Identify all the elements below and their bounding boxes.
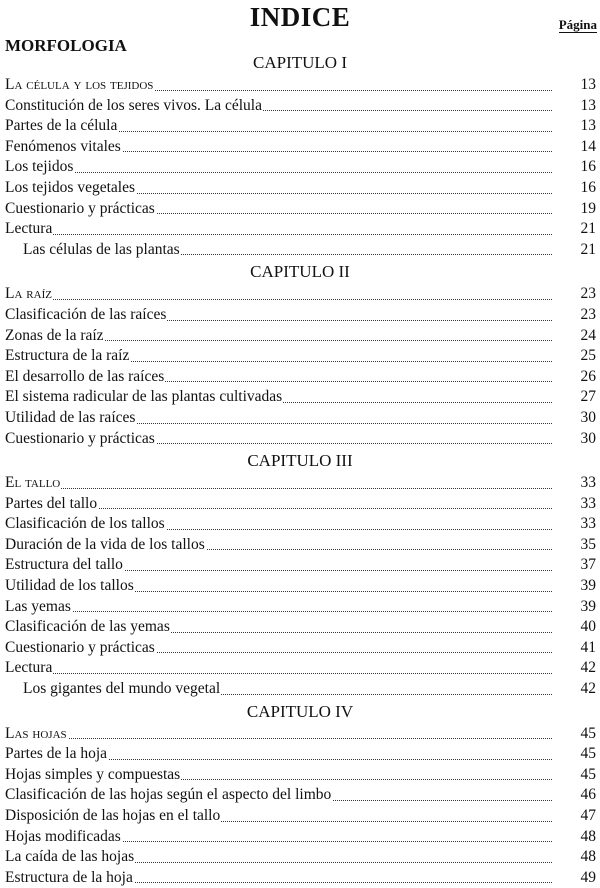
toc-entry <box>0 284 600 305</box>
toc-entry-leader <box>5 868 552 888</box>
toc-entry-label: Cuestionario y prácticas <box>5 638 155 656</box>
toc-entry-label: Disposición de las hojas en el tallo <box>5 807 221 824</box>
toc-entry-page-number: 46 <box>580 786 596 804</box>
toc-entry-label: Utilidad de las raíces <box>5 408 136 426</box>
toc-entry-page-number: 37 <box>580 556 596 574</box>
toc-entry-label: Utilidad de los tallos <box>5 577 134 595</box>
toc-entry-leader <box>5 514 552 535</box>
toc-entry-leader <box>5 326 552 347</box>
toc-entry-page-number: 16 <box>580 158 596 176</box>
toc-entry-leader <box>5 157 552 178</box>
toc-entry-page-number: 33 <box>580 474 596 492</box>
toc-entry-page-number: 30 <box>580 429 596 447</box>
toc-entry-page-number: 13 <box>580 96 596 114</box>
toc-entry-label: Cuestionario y prácticas <box>5 429 155 447</box>
toc-entry-label: Estructura del tallo <box>5 556 123 574</box>
toc-entry <box>0 744 600 765</box>
toc-entry-page-number: 24 <box>580 326 596 344</box>
toc-entry-page-number: 39 <box>580 577 596 595</box>
toc-entry-leader <box>5 305 552 326</box>
toc-entry-leader <box>5 75 552 96</box>
toc-entry-page-number: 45 <box>580 745 596 763</box>
toc-entry-leader <box>5 178 552 199</box>
toc-entry-page-number: 27 <box>580 388 596 406</box>
toc-entry-leader <box>5 96 552 117</box>
toc-entry <box>0 847 600 868</box>
toc-entry <box>0 240 600 261</box>
toc-entry-label: Lectura <box>5 220 53 238</box>
toc-entry-page-number: 23 <box>580 305 596 323</box>
toc-entry <box>0 765 600 786</box>
toc-entry-page-number: 42 <box>580 659 596 677</box>
toc-entry-page-number: 26 <box>580 367 596 385</box>
toc-entry-page-number: 21 <box>580 240 596 258</box>
toc-entry-page-number: 21 <box>580 220 596 238</box>
toc-entry-leader <box>5 219 552 240</box>
toc-entry-leader <box>5 827 552 848</box>
toc-entry-leader <box>5 785 552 806</box>
toc-entry-leader <box>5 199 552 220</box>
toc-entry-label: Los tejidos vegetales <box>5 178 135 196</box>
toc-entry <box>0 514 600 535</box>
toc-entry-leader <box>5 724 552 745</box>
toc-entry <box>0 617 600 638</box>
toc-entry-label: Las células de las plantas <box>23 240 180 258</box>
toc-entry-label: El sistema radicular de las plantas cultivadas <box>5 388 283 406</box>
toc-entry-label: Partes de la hoja <box>5 745 108 763</box>
toc-entry-leader <box>5 576 552 597</box>
toc-entry-label: Los tejidos <box>5 158 74 176</box>
toc-entry-label: Duración de la vida de los tallos <box>5 535 205 553</box>
toc-entry-leader <box>5 555 552 576</box>
toc-entry <box>0 367 600 388</box>
toc-entry-leader <box>5 429 552 450</box>
toc-entry <box>0 679 600 700</box>
toc-entry-label: La célula y los tejidos <box>5 76 154 93</box>
toc-entry-leader <box>5 597 552 618</box>
chapter-heading: CAPITULO IV <box>246 701 354 721</box>
toc-entry-page-number: 40 <box>580 618 596 636</box>
toc-entry-label: Estructura de la hoja <box>5 868 133 886</box>
toc-entry-leader <box>5 535 552 556</box>
toc-entry-label: Hojas simples y compuestas <box>5 765 181 783</box>
toc-entry-leader <box>5 744 552 765</box>
toc-entry-page-number: 33 <box>580 494 596 512</box>
toc-entry-leader <box>5 367 552 388</box>
page-column-label: Página <box>558 17 597 32</box>
toc-entry <box>0 305 600 326</box>
toc-entry-page-number: 13 <box>580 117 596 135</box>
toc-entry-page-number: 45 <box>580 724 596 742</box>
toc-entry <box>0 555 600 576</box>
chapter-heading: CAPITULO III <box>247 451 353 471</box>
toc-entry-page-number: 19 <box>580 199 596 217</box>
toc-entry <box>0 535 600 556</box>
toc-entry-leader <box>5 346 552 367</box>
toc-entry-label: Clasificación de las raíces <box>5 305 167 323</box>
toc-entry-leader <box>5 408 552 429</box>
toc-entry-leader <box>5 638 552 659</box>
toc-entry <box>0 806 600 827</box>
toc-entry-page-number: 41 <box>580 638 596 656</box>
toc-entry-label: Lectura <box>5 659 53 677</box>
toc-entry-page-number: 14 <box>580 137 596 155</box>
toc-entry-page-number: 13 <box>580 76 596 93</box>
toc-entry-page-number: 30 <box>580 408 596 426</box>
toc-entry-label: Cuestionario y prácticas <box>5 199 155 217</box>
toc-entry-page-number: 45 <box>580 765 596 783</box>
toc-entry <box>0 75 600 96</box>
chapter-heading: CAPITULO I <box>253 53 347 72</box>
toc-entry-leader <box>5 617 552 638</box>
toc-entry-label: La raíz <box>5 285 52 303</box>
toc-entry <box>0 178 600 199</box>
toc-entry-label: Zonas de la raíz <box>5 326 104 344</box>
toc-entry <box>0 219 600 240</box>
toc-entry-page-number: 39 <box>580 597 596 615</box>
toc-entry-leader <box>23 240 552 261</box>
toc-entry-label: Hojas modificadas <box>5 827 121 845</box>
toc-entry-label: El desarrollo de las raíces <box>5 367 165 385</box>
toc-entry <box>0 199 600 220</box>
toc-entry <box>0 658 600 679</box>
toc-entry <box>0 724 600 745</box>
toc-entry <box>0 408 600 429</box>
toc-entry <box>0 96 600 117</box>
section-heading: MORFOLOGIA <box>5 36 127 55</box>
toc-entry <box>0 576 600 597</box>
toc-entry-page-number: 33 <box>580 515 596 533</box>
toc-entry-label: Clasificación de las yemas <box>5 618 170 636</box>
toc-entry <box>0 326 600 347</box>
page-title: INDICE <box>249 2 351 32</box>
toc-entry-page-number: 48 <box>580 827 596 845</box>
toc-entry <box>0 429 600 450</box>
toc-entry <box>0 346 600 367</box>
toc-entry-leader <box>5 765 552 786</box>
toc-entry <box>0 137 600 158</box>
toc-entry-page-number: 42 <box>580 680 596 698</box>
toc-entry-leader <box>5 387 552 408</box>
toc-entry-label: Partes del tallo <box>5 494 98 512</box>
toc-entry-label: Clasificación de los tallos <box>5 515 165 533</box>
toc-entry-label: Constitución de los seres vivos. La célula <box>5 96 262 114</box>
toc-entry-page-number: 49 <box>580 868 596 886</box>
toc-entry-leader <box>5 847 552 868</box>
toc-entry-leader <box>5 473 552 494</box>
toc-entry-leader <box>23 679 552 700</box>
toc-entry-label: Los gigantes del mundo vegetal <box>23 680 221 698</box>
toc-entry-leader <box>5 806 552 827</box>
toc-entry <box>0 116 600 137</box>
chapter-heading: CAPITULO II <box>250 262 350 282</box>
table-of-contents <box>0 51 600 888</box>
toc-entry-page-number: 25 <box>580 347 596 365</box>
toc-entry-label: El tallo <box>5 474 61 492</box>
toc-entry-label: La caída de las hojas <box>5 848 135 866</box>
toc-entry <box>0 597 600 618</box>
toc-entry-label: Fenómenos vitales <box>5 137 121 155</box>
toc-entry-page-number: 35 <box>580 535 596 553</box>
toc-entry-leader <box>5 494 552 515</box>
toc-entry-label: Clasificación de las hojas según el aspecto del limbo <box>5 786 332 804</box>
toc-entry-label: Partes de la célula <box>5 117 118 135</box>
toc-entry <box>0 785 600 806</box>
toc-entry-leader <box>5 658 552 679</box>
toc-entry-leader <box>5 137 552 158</box>
toc-entry <box>0 638 600 659</box>
toc-entry <box>0 868 600 888</box>
toc-entry <box>0 827 600 848</box>
toc-entry-leader <box>5 116 552 137</box>
toc-entry <box>0 494 600 515</box>
toc-entry <box>0 473 600 494</box>
toc-entry <box>0 387 600 408</box>
toc-entry-label: Las yemas <box>5 597 71 615</box>
toc-entry-page-number: 16 <box>580 178 596 196</box>
toc-entry-page-number: 48 <box>580 848 596 866</box>
toc-entry-page-number: 47 <box>580 807 596 824</box>
toc-entry-label: Estructura de la raíz <box>5 347 130 365</box>
toc-entry-label: Las hojas <box>5 724 67 742</box>
toc-entry <box>0 157 600 178</box>
toc-entry-page-number: 23 <box>580 285 596 303</box>
toc-entry-leader <box>5 284 552 305</box>
